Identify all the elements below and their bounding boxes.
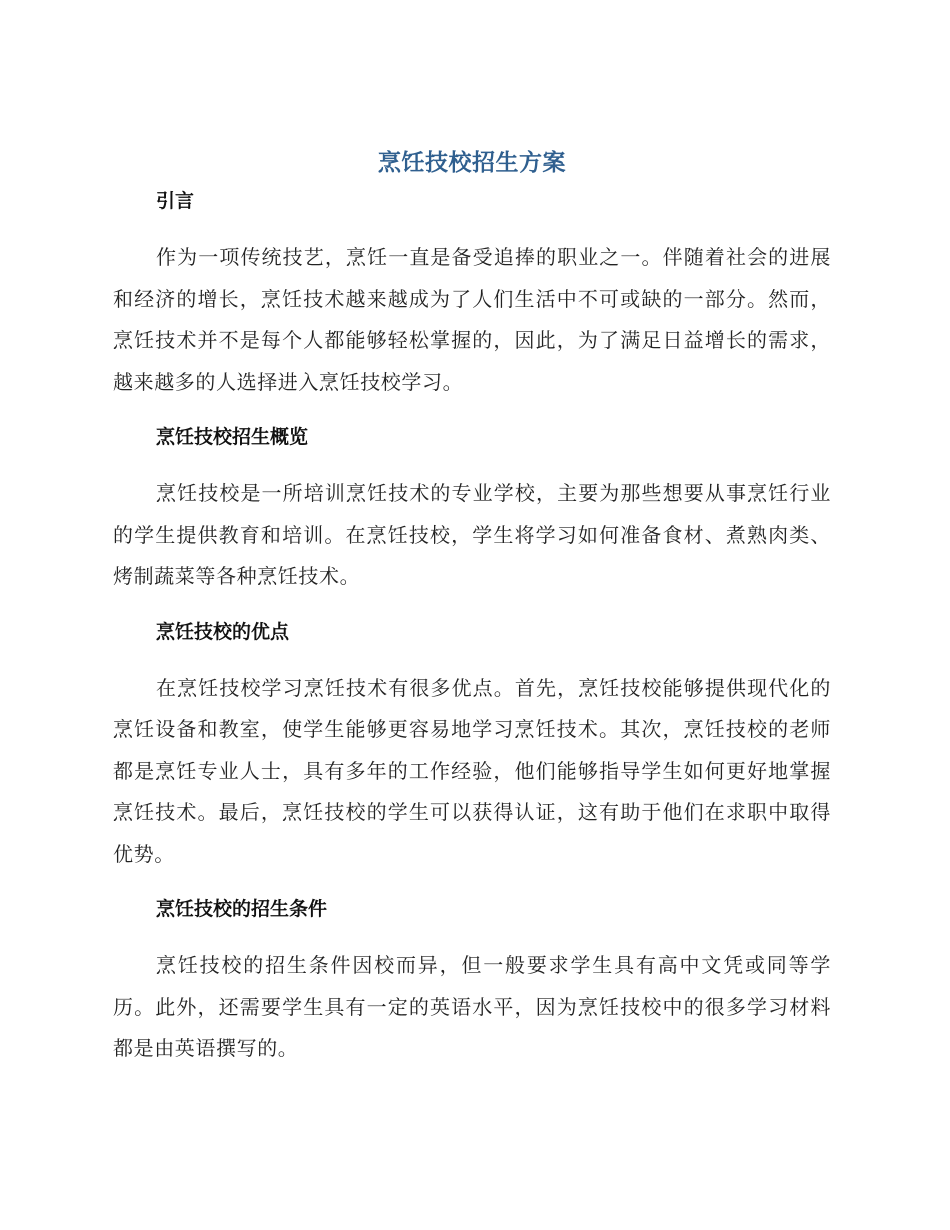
- section-overview: [113, 422, 831, 598]
- section-admission-requirements: [113, 894, 831, 1070]
- section-heading: 烹饪技校的招生条件: [156, 898, 328, 920]
- section-heading: 烹饪技校招生概览: [156, 426, 309, 448]
- section-heading: 烹饪技校的优点: [156, 620, 290, 643]
- section-advantages: [113, 617, 831, 876]
- section-heading: 引言: [156, 190, 195, 212]
- section-introduction: [113, 186, 831, 403]
- document-content: [113, 146, 831, 1089]
- document-title: 烹饪技校招生方案: [378, 150, 566, 176]
- section-paragraph: 烹饪技校是一所培训烹饪技术的专业学校，主要为那些想要从事烹饪行业的学生提供教育和培训。在烹饪技校，学生将学习如何准备食材、煮熟肉类、烤制蔬菜等各种烹饪技术。: [113, 481, 831, 588]
- section-paragraph: 作为一项传统技艺，烹饪一直是备受追捧的职业之一。伴随着社会的进展和经济的增长，烹饪技术越来越成为了人们生活中不可或缺的一部分。然而，烹饪技术并不是每个人都能够轻松掌握的，因此，为了满足日益增长的需求，越来越多的人选择进入烹饪技校学习。: [113, 245, 831, 394]
- section-paragraph: 在烹饪技校学习烹饪技术有很多优点。首先，烹饪技校能够提供现代化的烹饪设备和教室，使学生能够更容易地学习烹饪技术。其次，烹饪技校的老师都是烹饪专业人士，具有多年的工作经验，他们能够指导学生如何更好地掌握烹饪技术。最后，烹饪技校的学生可以获得认证，这有助于他们在求职中取得优势。: [113, 675, 831, 866]
- section-paragraph: 烹饪技校的招生条件因校而异，但一般要求学生具有高中文凭或同等学历。此外，还需要学生具有一定的英语水平，因为烹饪技校中的很多学习材料都是由英语撰写的。: [113, 953, 831, 1060]
